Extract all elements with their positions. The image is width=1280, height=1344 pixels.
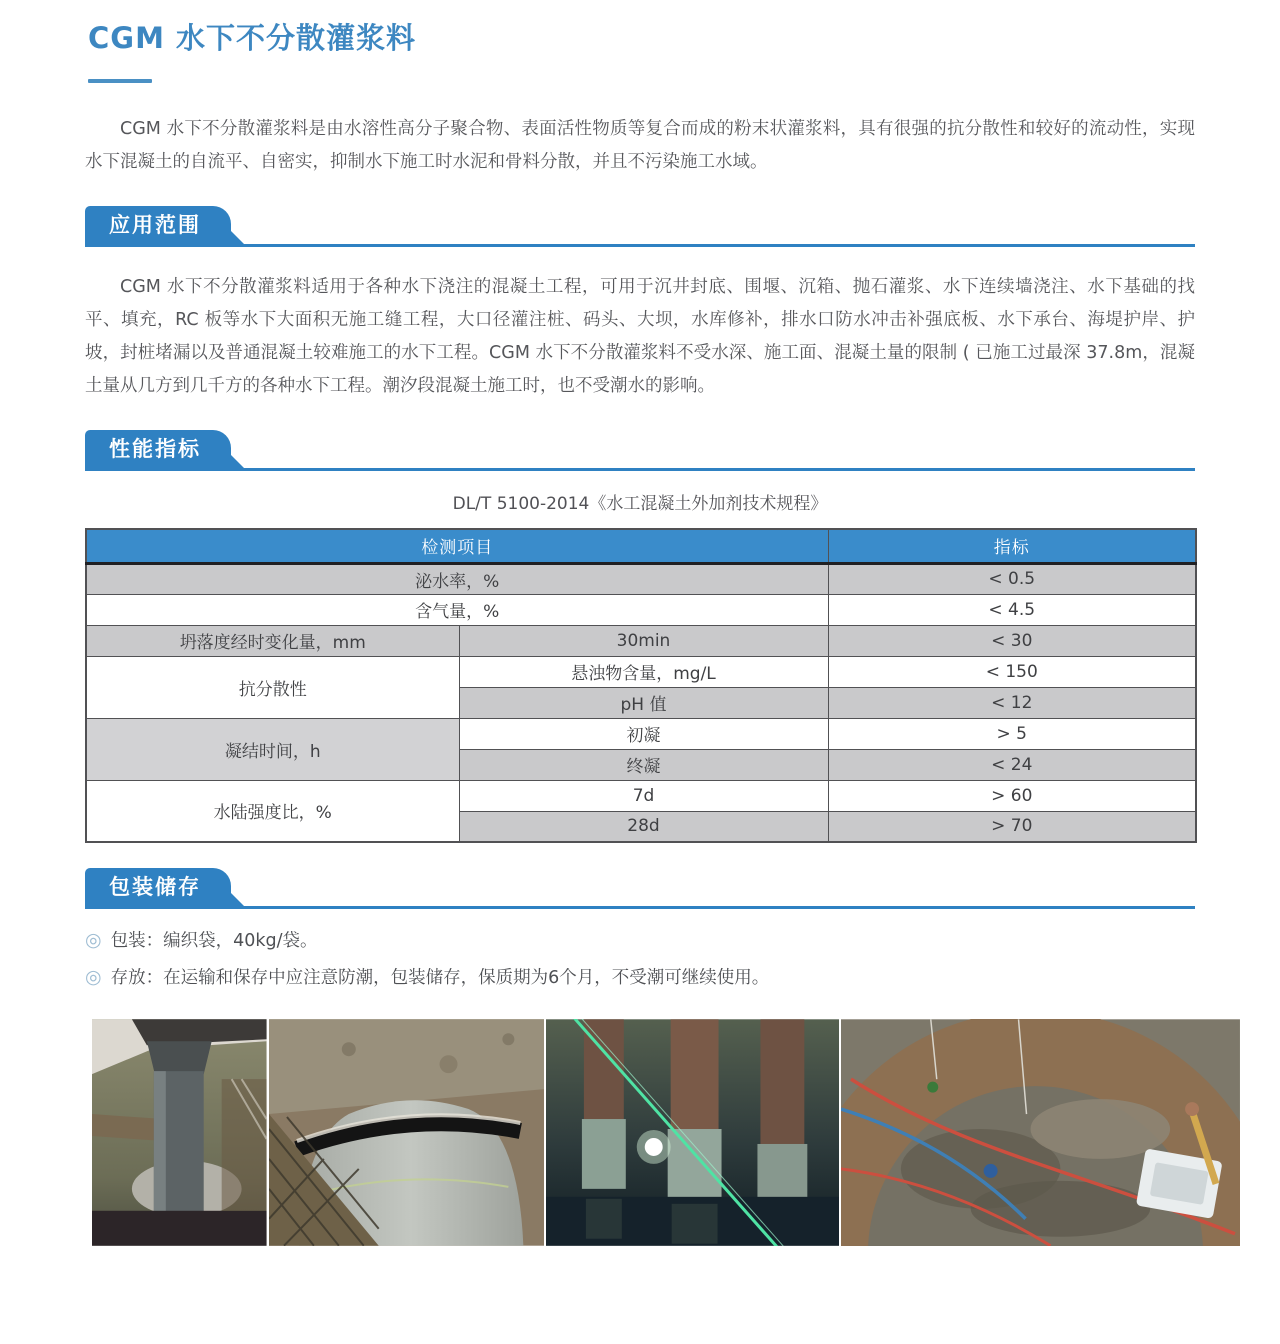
table-cell-value: > 60 (828, 780, 1196, 811)
table-cell-value: < 4.5 (828, 594, 1196, 625)
packaging-item-text: 存放：在运输和保存中应注意防潮，包装储存，保质期为6个月，不受潮可继续使用。 (110, 968, 770, 988)
page-content (85, 0, 1195, 1246)
section-head-performance (85, 433, 1195, 471)
table-cell-label: 抗分散性 (86, 656, 459, 718)
section-tab-packaging (85, 868, 231, 906)
table-cell-sub: 终凝 (459, 749, 828, 780)
table-cell-label: 坍落度经时变化量，mm (86, 625, 459, 656)
table-row (86, 594, 1196, 625)
list-item (85, 964, 1195, 989)
table-header-row (86, 529, 1196, 563)
standard-caption: DL/T 5100-2014《水工混凝土外加剂技术规程》 (452, 494, 828, 514)
packaging-item-text: 包装：编织袋，40kg/袋。 (110, 931, 318, 951)
table-cell-value: < 30 (828, 625, 1196, 656)
table-row (86, 563, 1196, 594)
table-cell-sub: 30min (459, 625, 828, 656)
table-cell-label: 泌水率，% (86, 563, 828, 594)
table-row (86, 718, 1196, 749)
table-cell-sub: 7d (459, 780, 828, 811)
table-cell-value: < 12 (828, 687, 1196, 718)
section-heading-label: 性能指标 (109, 437, 201, 461)
photo-pile-grouting-pipe (92, 1019, 267, 1246)
list-item (85, 927, 1195, 952)
table-row (86, 780, 1196, 811)
intro-paragraph: CGM 水下不分散灌浆料是由水溶性高分子聚合物、表面活性物质等复合而成的粉末状灌浆料，具有很强的抗分散性和较好的流动性，实现水下混凝土的自流平、自密实，抑制水下施工时水泥和骨料分散，并且不污染施工水域。 (85, 119, 1195, 172)
table-cell-label: 水陆强度比，% (86, 780, 459, 842)
section-tab-application (85, 206, 231, 244)
section-head-packaging (85, 871, 1195, 909)
table-cell-sub: 悬浊物含量，mg/L (459, 656, 828, 687)
table-header-cell-index: 指标 (828, 529, 1196, 563)
section-heading-label: 应用范围 (109, 213, 201, 237)
table-cell-label: 凝结时间，h (86, 718, 459, 780)
project-photo-strip (92, 1019, 1240, 1246)
section-tab-performance (85, 430, 231, 468)
performance-table (85, 528, 1197, 843)
table-cell-sub: 初凝 (459, 718, 828, 749)
table-cell-value: > 70 (828, 811, 1196, 842)
photo-cofferdam-pit (841, 1019, 1240, 1246)
table-cell-value: > 5 (828, 718, 1196, 749)
section-heading-label: 包装储存 (109, 875, 201, 899)
ring-bullet-icon: ◎ (85, 929, 102, 951)
table-cell-sub: pH 值 (459, 687, 828, 718)
table-header-cell-item: 检测项目 (86, 529, 828, 563)
table-cell-value: < 24 (828, 749, 1196, 780)
table-cell-label: 含气量，% (86, 594, 828, 625)
ring-bullet-icon: ◎ (85, 966, 102, 988)
table-cell-value: < 150 (828, 656, 1196, 687)
table-cell-value: < 0.5 (828, 563, 1196, 594)
section-head-application (85, 209, 1195, 247)
title-underline (88, 79, 152, 83)
packaging-bullet-list (85, 927, 1195, 989)
page-title: CGM 水下不分散灌浆料 (88, 21, 417, 55)
photo-concrete-column-repair (269, 1019, 544, 1246)
table-row (86, 656, 1196, 687)
table-cell-sub: 28d (459, 811, 828, 842)
table-row (86, 625, 1196, 656)
application-paragraph: CGM 水下不分散灌浆料适用于各种水下浇注的混凝土工程，可用于沉井封底、围堰、沉箱、抛石灌浆、水下连续墙浇注、水下基础的找平、填充，RC 板等水下大面积无施工缝工程，大口径灌注桩、码头、大坝，水库修补，排水口防水冲击补强底板、水下承台、海堤护岸、护坡，封桩堵漏以及普通混凝土较难施工的水下工程。CGM 水下不分散灌浆料不受水深、施工面、混凝土量的限制 ( 已施工过最深 37.8m，混凝土量从几方到几千方的各种水下工程。潮汐段混凝土施工时，也不受潮水的影响。 (85, 277, 1195, 396)
photo-underwater-piers-laser (546, 1019, 839, 1246)
